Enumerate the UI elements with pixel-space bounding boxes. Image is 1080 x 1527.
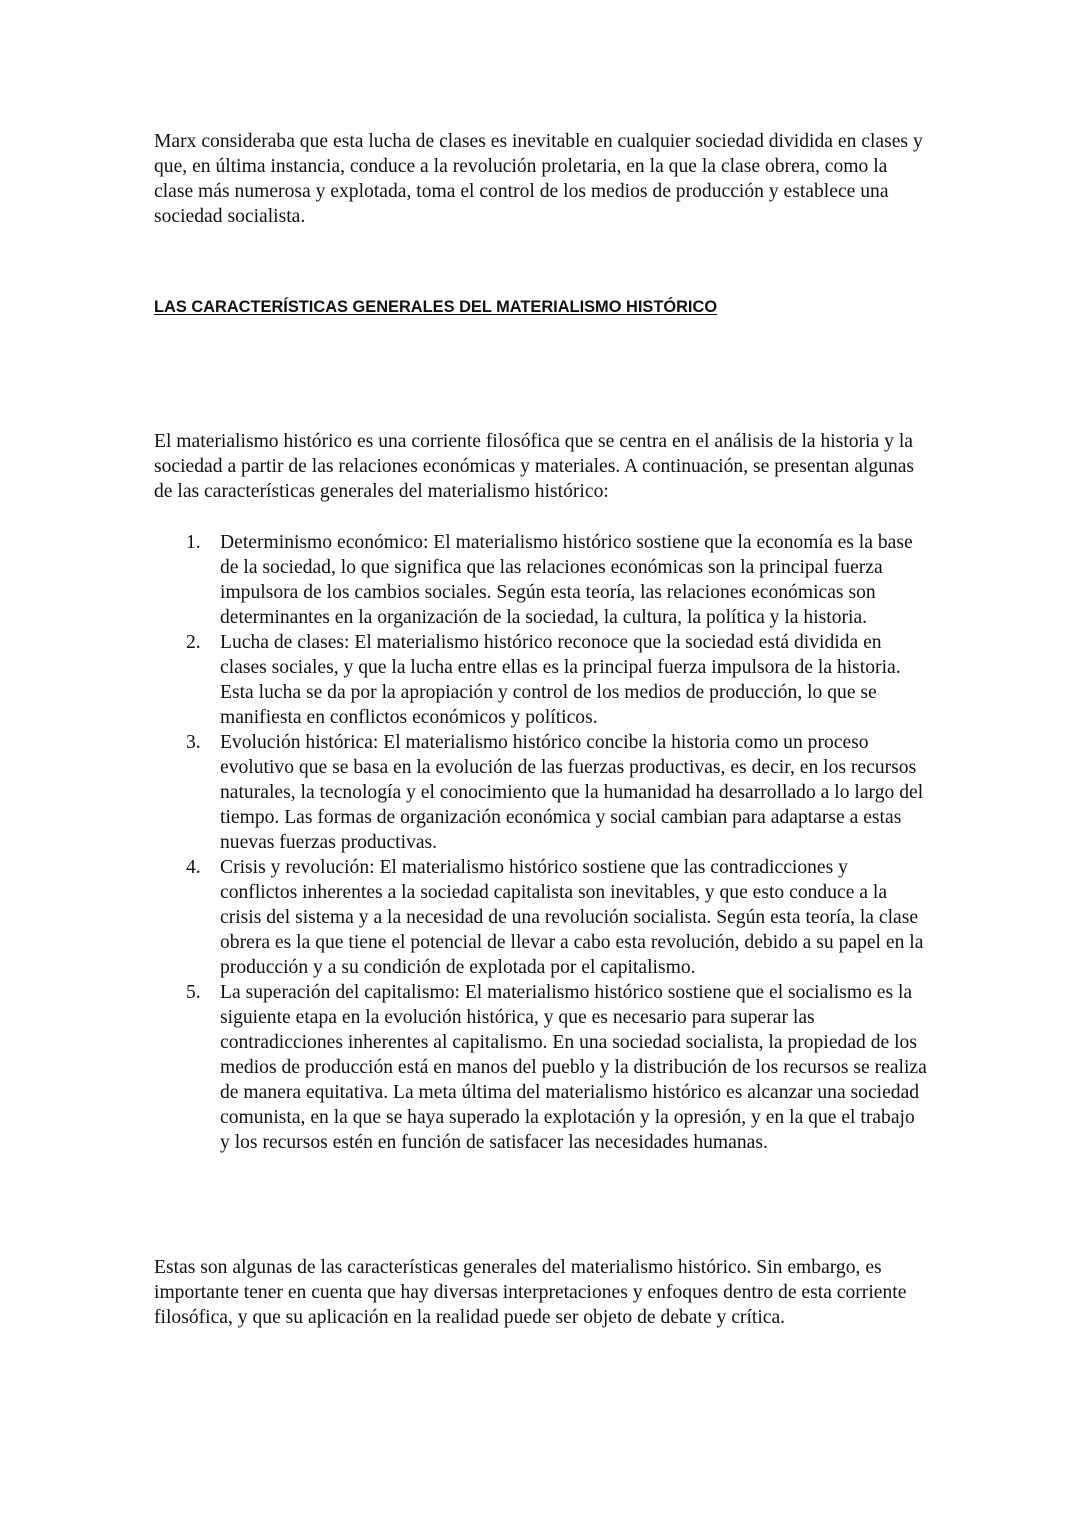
list-item-number: 5. <box>186 982 201 1003</box>
list-item-text: Lucha de clases: El materialismo histórico reconoce que la sociedad está dividida en clases sociales, y que la lucha entre ellas es la principal fuerza impulsora de la historia. Esta lucha se da por la apropiación y control de los medios de producción, lo que se manifiesta en conflictos económicos y políticos. <box>220 632 901 728</box>
list-item <box>154 980 929 1155</box>
closing-paragraph: Estas son algunas de las características generales del materialismo histórico. Sin embargo, es importante tener en cuenta que hay diversas interpretaciones y enfoques dentro de esta corriente filosófica, y que su aplicación en la realidad puede ser objeto de debate y crítica. <box>154 1257 907 1328</box>
list-item <box>154 855 929 980</box>
list-item <box>154 730 929 855</box>
list-item-text: La superación del capitalismo: El materialismo histórico sostiene que el socialismo es la siguiente etapa en la evolución histórica, y que es necesario para superar las contradicciones inherentes al capitalismo. En una sociedad socialista, la propiedad de los medios de producción está en manos del pueblo y la distribución de los recursos se realiza de manera equitativa. La meta última del materialismo histórico es alcanzar una sociedad comunista, en la que se haya superado la explotación y la opresión, y en la que el trabajo y los recursos estén en función de satisfacer las necesidades humanas. <box>220 982 927 1153</box>
list-item-text: Evolución histórica: El materialismo histórico concibe la historia como un proceso evolutivo que se basa en la evolución de las fuerzas productivas, es decir, en los recursos naturales, la tecnología y el conocimiento que la humanidad ha desarrollado a lo largo del tiempo. Las formas de organización económica y social cambian para adaptarse a estas nuevas fuerzas productivas. <box>220 732 924 853</box>
list-item-number: 4. <box>186 857 201 878</box>
list-item-number: 1. <box>186 532 201 553</box>
list-item-text: Crisis y revolución: El materialismo histórico sostiene que las contradicciones y conflictos inherentes a la sociedad capitalista son inevitables, y que esto conduce a la crisis del sistema y a la necesidad de una revolución socialista. Según esta teoría, la clase obrera es la que tiene el potencial de llevar a cabo esta revolución, debido a su papel en la producción y a su condición de explotada por el capitalismo. <box>220 857 924 978</box>
list-item <box>154 530 929 630</box>
list-item-number: 3. <box>186 732 201 753</box>
list-item-number: 2. <box>186 632 201 653</box>
list-item <box>154 630 929 730</box>
main-paragraph: El materialismo histórico es una corriente filosófica que se centra en el análisis de la historia y la sociedad a partir de las relaciones económicas y materiales. A continuación, se presentan algunas de las características generales del materialismo histórico: <box>154 431 915 502</box>
list-item-text: Determinismo económico: El materialismo histórico sostiene que la economía es la base de la sociedad, lo que significa que las relaciones económicas son la principal fuerza impulsora de los cambios sociales. Según esta teoría, las relaciones económicas son determinantes en la organización de la sociedad, la cultura, la política y la historia. <box>220 532 913 628</box>
section-heading: LAS CARACTERÍSTICAS GENERALES DEL MATERIALISMO HISTÓRICO <box>154 298 718 316</box>
intro-paragraph: Marx consideraba que esta lucha de clases es inevitable en cualquier sociedad dividida en clases y que, en última instancia, conduce a la revolución proletaria, en la que la clase obrera, como la clase más numerosa y explotada, toma el control de los medios de producción y establece una sociedad socialista. <box>154 131 923 227</box>
characteristics-list <box>154 530 929 1155</box>
